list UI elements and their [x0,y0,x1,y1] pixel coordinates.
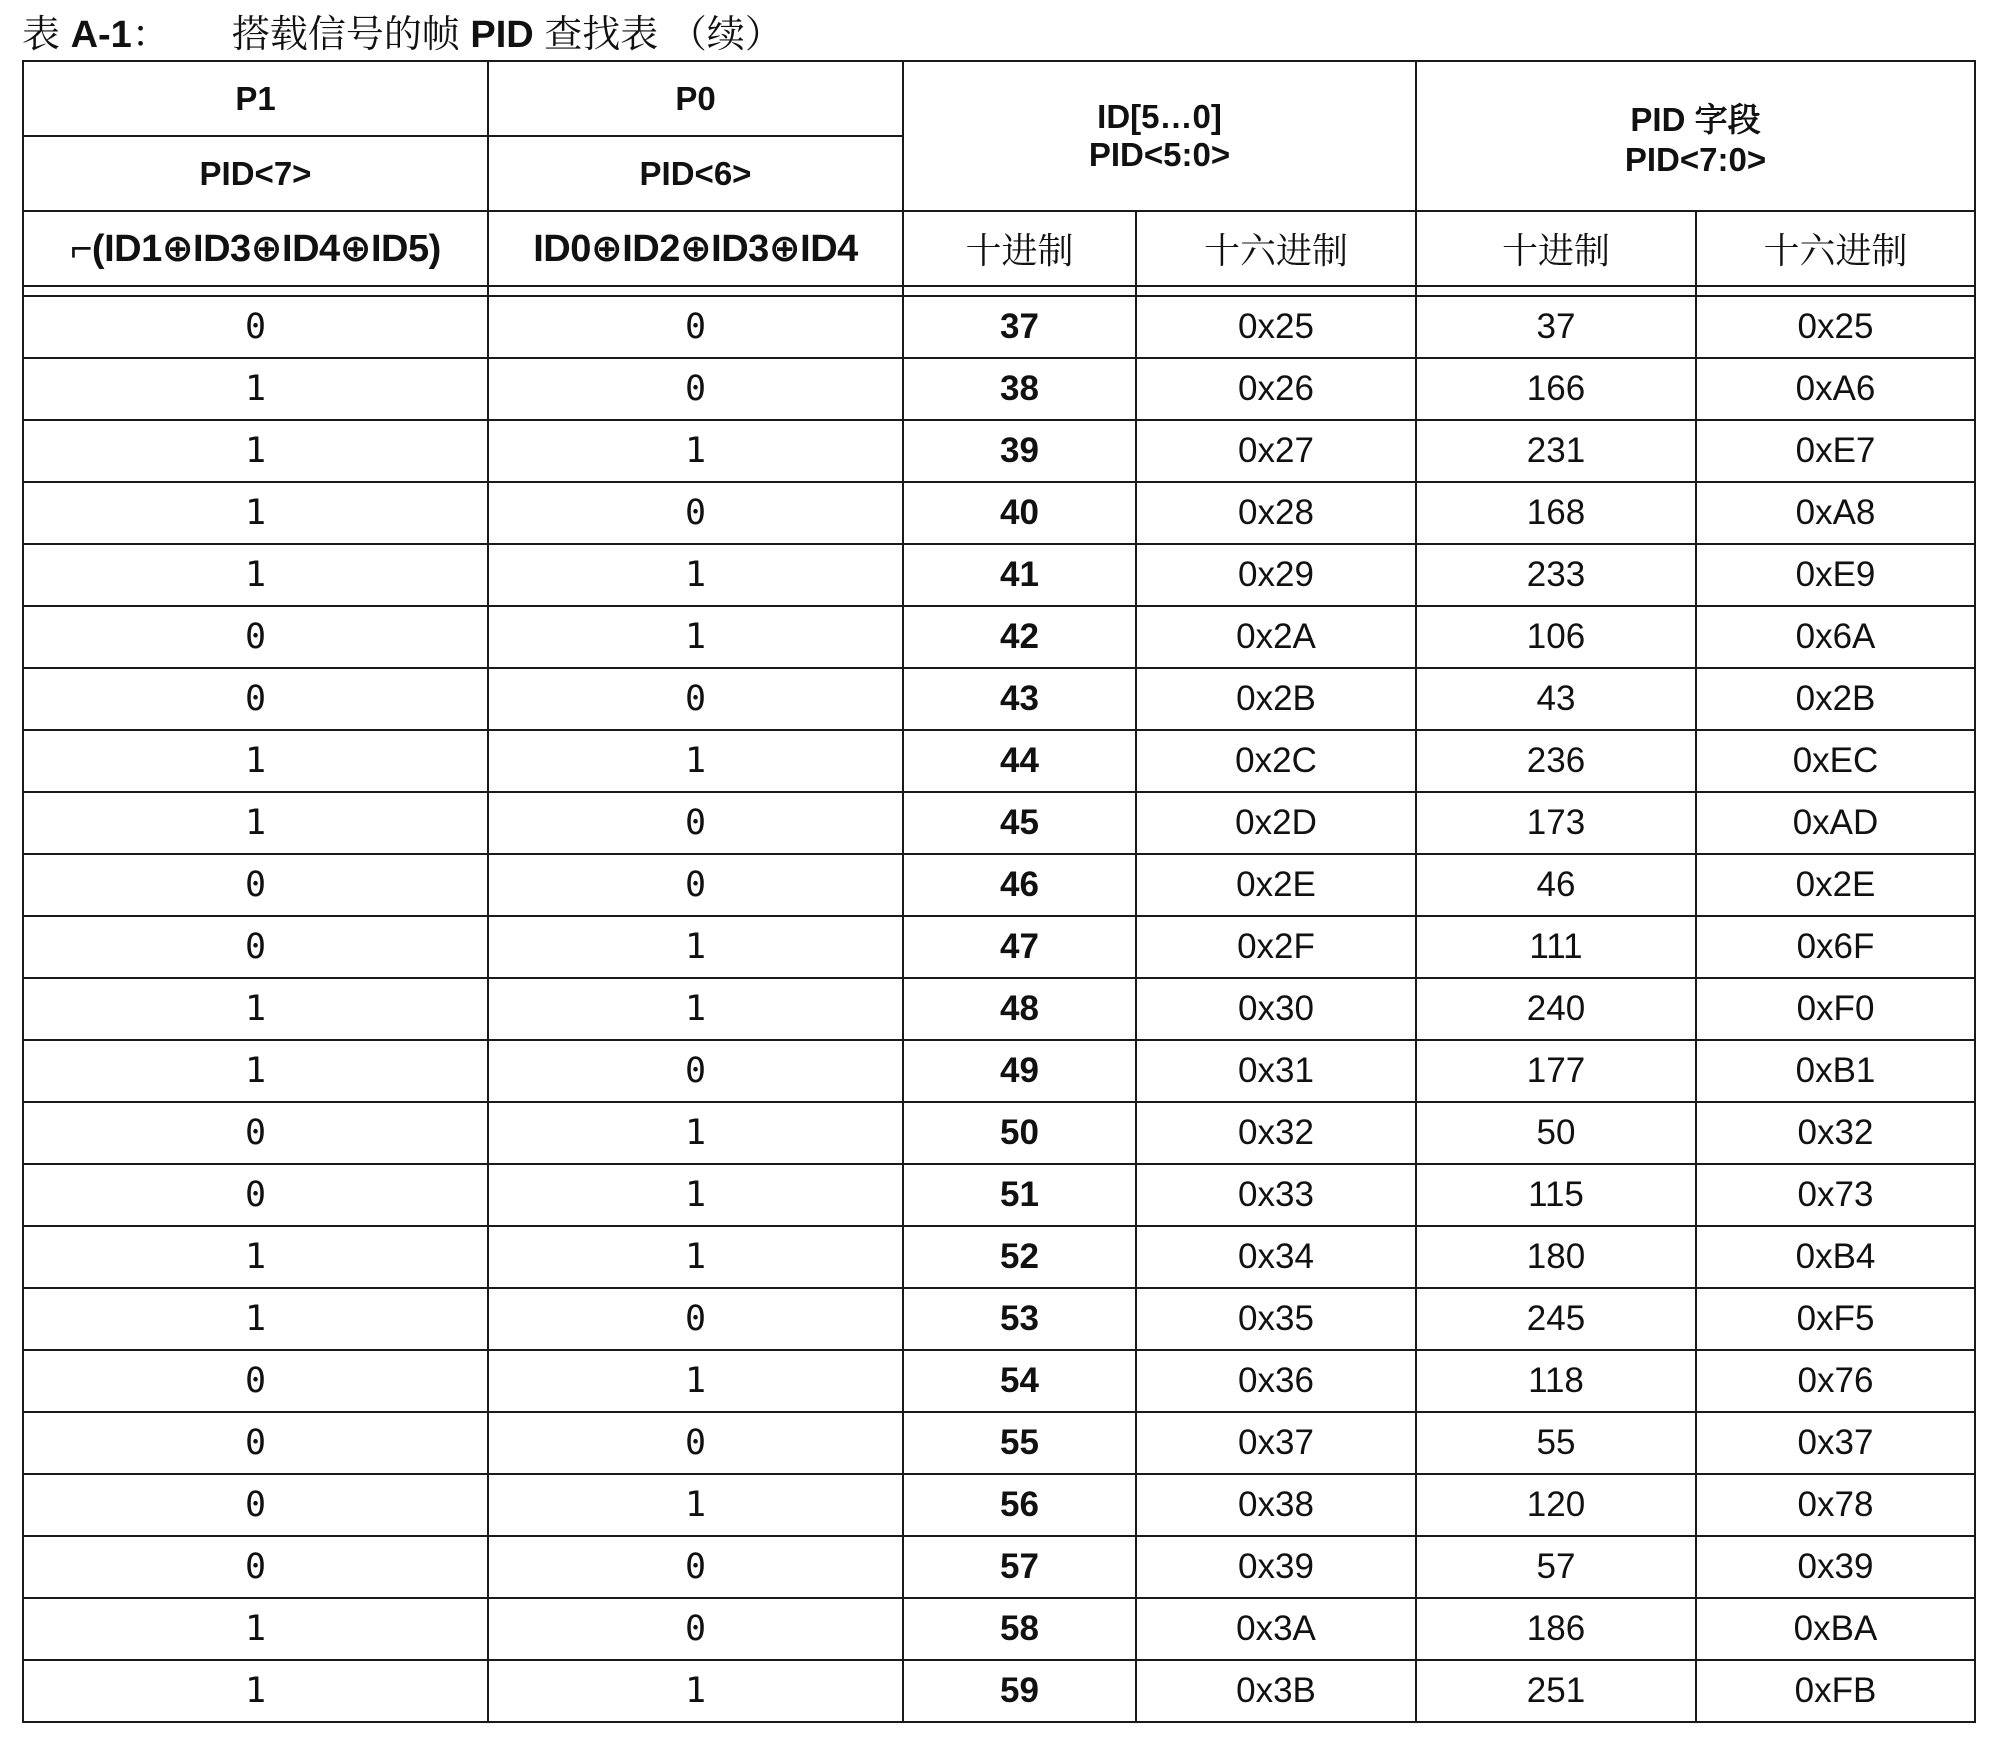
cell-id-hex: 0x3B [1136,1660,1416,1722]
cell-id-dec: 41 [903,544,1136,606]
cell-id-hex: 0x39 [1136,1536,1416,1598]
header-pid-field-range: PID<7:0> [1624,140,1767,178]
caption-title-post: 查找表 （续） [533,14,783,56]
cell-id-dec: 46 [903,854,1136,916]
cell-id-hex: 0x27 [1136,420,1416,482]
cell-pid-dec: 43 [1416,668,1696,730]
cell-id-dec: 40 [903,482,1136,544]
cell-pid-dec: 233 [1416,544,1696,606]
cell-p0: 0 [488,1598,903,1660]
cell-id-dec: 55 [903,1412,1136,1474]
cell-id-dec: 45 [903,792,1136,854]
cell-id-hex: 0x35 [1136,1288,1416,1350]
cell-pid-dec: 180 [1416,1226,1696,1288]
cell-id-hex: 0x2F [1136,916,1416,978]
cell-p0: 1 [488,916,903,978]
cell-id-dec: 49 [903,1040,1136,1102]
header-pid-field: PID 字段 [1630,100,1761,138]
cell-p1: 1 [23,482,488,544]
cell-pid-hex: 0x6A [1696,606,1975,668]
table-row [23,1598,1975,1660]
header-id-range: ID[5…0] [1097,98,1222,135]
table-row [23,730,1975,792]
table-row [23,606,1975,668]
cell-p0: 1 [488,544,903,606]
cell-id-dec: 51 [903,1164,1136,1226]
cell-id-dec: 38 [903,358,1136,420]
cell-pid-hex: 0x2B [1696,668,1975,730]
cell-id-hex: 0x34 [1136,1226,1416,1288]
cell-pid-hex: 0xFB [1696,1660,1975,1722]
cell-p1: 0 [23,1102,488,1164]
table-row [23,1164,1975,1226]
cell-p1: 0 [23,1412,488,1474]
cell-id-hex: 0x2E [1136,854,1416,916]
cell-id-hex: 0x2A [1136,606,1416,668]
cell-pid-dec: 251 [1416,1660,1696,1722]
cell-pid-hex: 0xEC [1696,730,1975,792]
cell-p1: 1 [23,792,488,854]
cell-pid-dec: 111 [1416,916,1696,978]
caption-title-pre: 搭载信号的帧 [231,14,471,56]
header-double-rule [23,286,1975,296]
cell-pid-hex: 0x76 [1696,1350,1975,1412]
header-p1-formula: ⌐(ID1⊕ID3⊕ID4⊕ID5) [23,211,488,286]
cell-p1: 0 [23,916,488,978]
cell-p1: 0 [23,1474,488,1536]
cell-p0: 1 [488,1102,903,1164]
cell-p0: 1 [488,1474,903,1536]
cell-p1: 1 [23,358,488,420]
cell-pid-hex: 0xE9 [1696,544,1975,606]
cell-p1: 1 [23,1660,488,1722]
cell-id-dec: 50 [903,1102,1136,1164]
caption-label: 表 [22,14,71,56]
header-id-group [903,61,1416,211]
table-row [23,420,1975,482]
cell-id-hex: 0x26 [1136,358,1416,420]
cell-p0: 0 [488,1288,903,1350]
cell-id-dec: 42 [903,606,1136,668]
cell-id-dec: 54 [903,1350,1136,1412]
cell-p1: 1 [23,978,488,1040]
caption-title-bold: PID [470,14,534,56]
cell-p1: 1 [23,1226,488,1288]
table-row [23,978,1975,1040]
cell-id-dec: 37 [903,296,1136,358]
cell-pid-hex: 0xA8 [1696,482,1975,544]
cell-pid-dec: 177 [1416,1040,1696,1102]
cell-id-dec: 39 [903,420,1136,482]
table-body [23,296,1975,1722]
cell-id-hex: 0x28 [1136,482,1416,544]
table-row [23,916,1975,978]
table-row [23,668,1975,730]
cell-pid-hex: 0xB1 [1696,1040,1975,1102]
cell-p1: 0 [23,1536,488,1598]
cell-pid-dec: 55 [1416,1412,1696,1474]
cell-pid-dec: 168 [1416,482,1696,544]
table-row [23,1536,1975,1598]
cell-pid-dec: 115 [1416,1164,1696,1226]
cell-id-dec: 53 [903,1288,1136,1350]
cell-id-hex: 0x37 [1136,1412,1416,1474]
cell-id-hex: 0x31 [1136,1040,1416,1102]
cell-id-dec: 47 [903,916,1136,978]
pid-lookup-table [22,60,1976,1723]
cell-p0: 0 [488,1412,903,1474]
header-pid-field-group [1416,61,1975,211]
caption-colon: ： [131,14,170,56]
cell-pid-hex: 0xF0 [1696,978,1975,1040]
cell-pid-dec: 173 [1416,792,1696,854]
cell-pid-dec: 120 [1416,1474,1696,1536]
cell-p0: 1 [488,1226,903,1288]
cell-p0: 1 [488,978,903,1040]
cell-pid-dec: 50 [1416,1102,1696,1164]
table-row [23,296,1975,358]
cell-pid-hex: 0xA6 [1696,358,1975,420]
cell-pid-hex: 0xB4 [1696,1226,1975,1288]
table-row [23,854,1975,916]
table-row [23,1412,1975,1474]
cell-p0: 1 [488,420,903,482]
cell-pid-hex: 0x32 [1696,1102,1975,1164]
cell-p1: 0 [23,854,488,916]
table-row [23,482,1975,544]
cell-pid-dec: 186 [1416,1598,1696,1660]
cell-pid-dec: 46 [1416,854,1696,916]
cell-p0: 0 [488,296,903,358]
cell-id-hex: 0x3A [1136,1598,1416,1660]
cell-id-dec: 59 [903,1660,1136,1722]
cell-p0: 1 [488,606,903,668]
cell-id-dec: 52 [903,1226,1136,1288]
table-row [23,792,1975,854]
cell-id-dec: 58 [903,1598,1136,1660]
cell-id-dec: 57 [903,1536,1136,1598]
cell-id-hex: 0x33 [1136,1164,1416,1226]
table-row [23,544,1975,606]
cell-p1: 1 [23,1288,488,1350]
table-row [23,1102,1975,1164]
table-row [23,1288,1975,1350]
cell-pid-hex: 0x25 [1696,296,1975,358]
caption-number: A-1 [70,14,132,56]
cell-pid-dec: 236 [1416,730,1696,792]
cell-pid-hex: 0x39 [1696,1536,1975,1598]
cell-pid-dec: 245 [1416,1288,1696,1350]
cell-p0: 0 [488,1040,903,1102]
cell-p1: 1 [23,420,488,482]
header-id-pid: PID<5:0> [1088,136,1231,173]
table-row [23,1226,1975,1288]
cell-p1: 1 [23,1040,488,1102]
cell-pid-hex: 0xF5 [1696,1288,1975,1350]
cell-id-hex: 0x2D [1136,792,1416,854]
header-id-hex: 十六进制 [1136,211,1416,286]
cell-pid-dec: 57 [1416,1536,1696,1598]
table-row [23,1040,1975,1102]
cell-pid-hex: 0x78 [1696,1474,1975,1536]
header-pid-hex: 十六进制 [1696,211,1975,286]
cell-id-hex: 0x38 [1136,1474,1416,1536]
table-row [23,1660,1975,1722]
cell-pid-dec: 231 [1416,420,1696,482]
cell-p1: 0 [23,1350,488,1412]
cell-p1: 1 [23,730,488,792]
cell-p0: 0 [488,668,903,730]
cell-id-hex: 0x30 [1136,978,1416,1040]
table-row [23,1474,1975,1536]
table-row [23,1350,1975,1412]
cell-p0: 1 [488,1350,903,1412]
cell-pid-dec: 166 [1416,358,1696,420]
cell-p0: 0 [488,792,903,854]
cell-id-hex: 0x29 [1136,544,1416,606]
cell-pid-hex: 0x73 [1696,1164,1975,1226]
cell-pid-hex: 0xAD [1696,792,1975,854]
cell-pid-hex: 0x2E [1696,854,1975,916]
header-pid-dec: 十进制 [1416,211,1696,286]
header-pid6: PID<6> [488,136,903,211]
table-row [23,358,1975,420]
cell-p1: 0 [23,1164,488,1226]
cell-pid-hex: 0xBA [1696,1598,1975,1660]
cell-pid-dec: 240 [1416,978,1696,1040]
cell-id-hex: 0x2C [1136,730,1416,792]
cell-pid-hex: 0x6F [1696,916,1975,978]
header-p1: P1 [23,61,488,136]
cell-id-hex: 0x32 [1136,1102,1416,1164]
header-id-dec: 十进制 [903,211,1136,286]
cell-id-hex: 0x36 [1136,1350,1416,1412]
cell-id-hex: 0x25 [1136,296,1416,358]
cell-pid-dec: 118 [1416,1350,1696,1412]
cell-id-dec: 44 [903,730,1136,792]
cell-id-dec: 48 [903,978,1136,1040]
cell-pid-dec: 106 [1416,606,1696,668]
cell-p0: 0 [488,854,903,916]
cell-p1: 0 [23,668,488,730]
cell-p0: 1 [488,1660,903,1722]
cell-id-hex: 0x2B [1136,668,1416,730]
header-p0-formula: ID0⊕ID2⊕ID3⊕ID4 [488,211,903,286]
cell-p0: 0 [488,482,903,544]
cell-p0: 1 [488,730,903,792]
header-pid7: PID<7> [23,136,488,211]
cell-p0: 1 [488,1164,903,1226]
cell-pid-hex: 0x37 [1696,1412,1975,1474]
cell-p1: 0 [23,296,488,358]
table-caption [22,8,783,62]
cell-p0: 0 [488,1536,903,1598]
header-p0: P0 [488,61,903,136]
cell-pid-dec: 37 [1416,296,1696,358]
cell-p0: 0 [488,358,903,420]
cell-id-dec: 56 [903,1474,1136,1536]
cell-p1: 1 [23,544,488,606]
cell-p1: 1 [23,1598,488,1660]
caption-title [232,14,783,56]
cell-p1: 0 [23,606,488,668]
cell-pid-hex: 0xE7 [1696,420,1975,482]
cell-id-dec: 43 [903,668,1136,730]
